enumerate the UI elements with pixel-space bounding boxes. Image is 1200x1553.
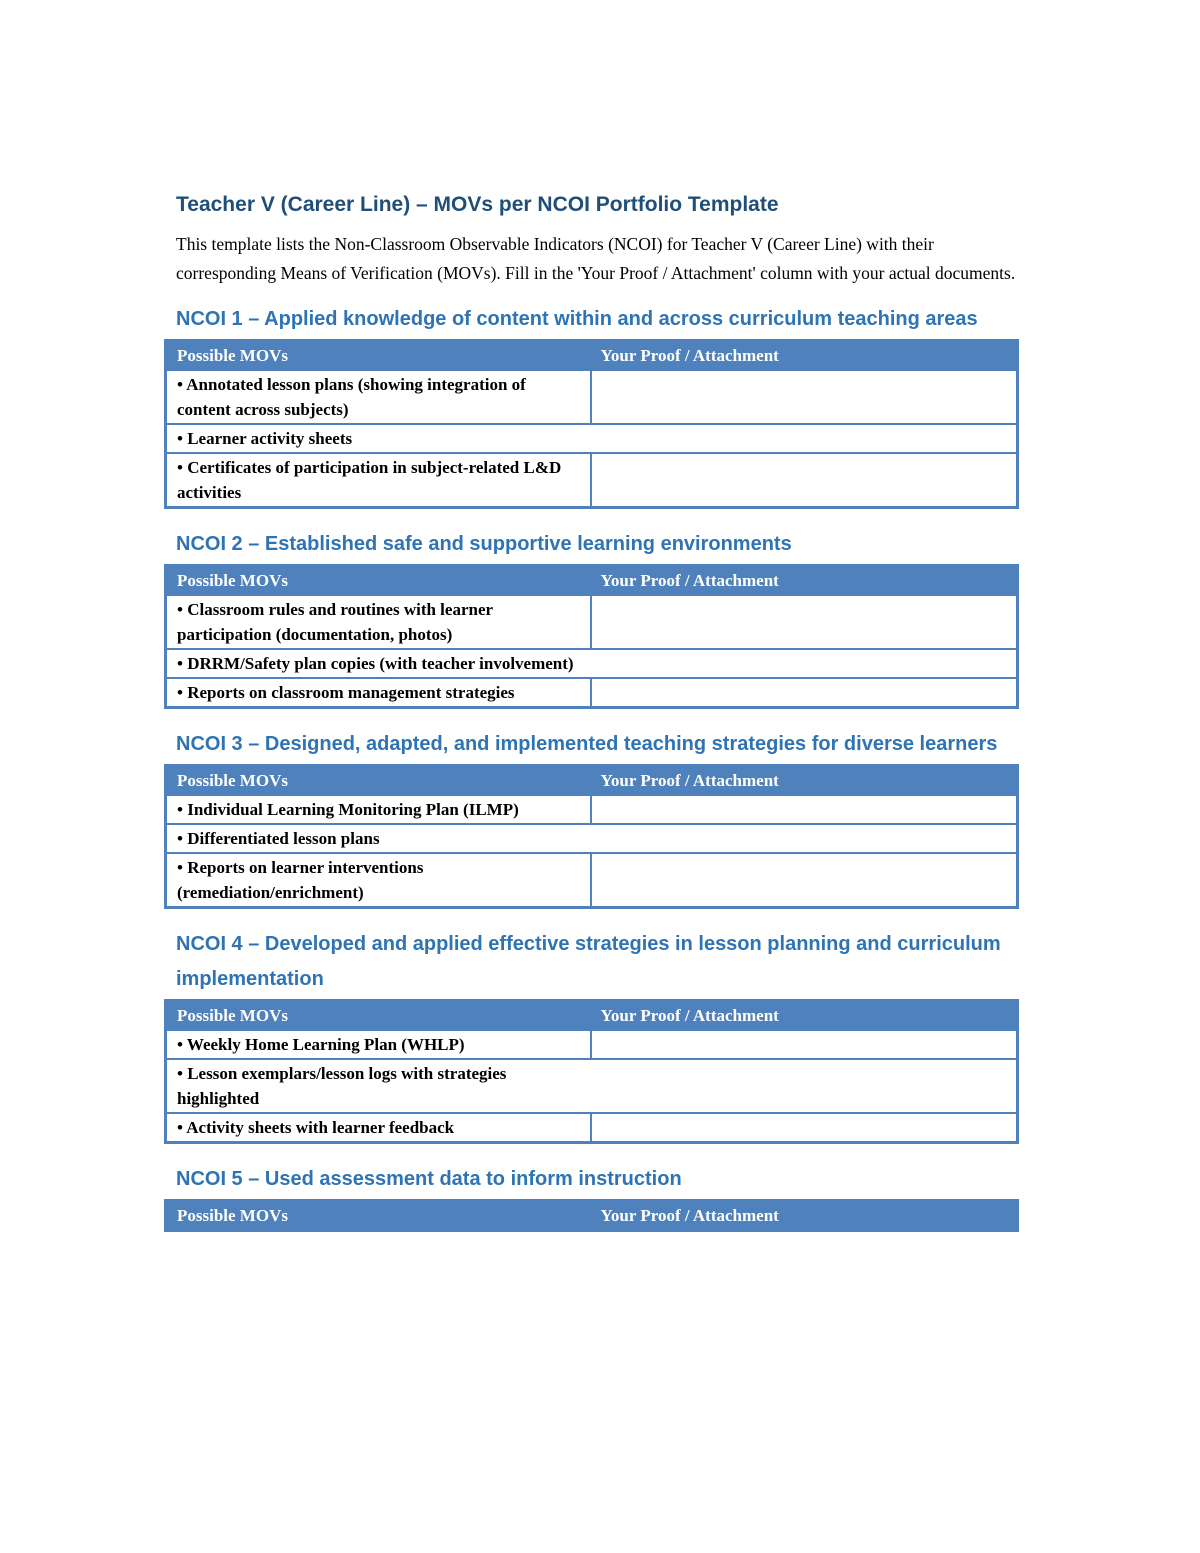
mov-cell: • Reports on classroom management strategies [166,678,591,708]
table-row [166,795,1018,824]
table-header-row [166,1201,1018,1231]
proof-cell[interactable] [591,424,1018,453]
document-page [164,188,1016,1232]
table-row [166,1113,1018,1143]
proof-cell[interactable] [591,853,1018,908]
table-row [166,595,1018,649]
table-header-row [166,1001,1018,1031]
proof-cell[interactable] [591,595,1018,649]
mov-cell: • Certificates of participation in subject-related L&D activities [166,453,591,508]
table-row [166,853,1018,908]
mov-cell: • Learner activity sheets [166,424,591,453]
ncoi-5-heading: NCOI 5 – Used assessment data to inform instruction [176,1168,682,1190]
mov-cell: • Activity sheets with learner feedback [166,1113,591,1143]
movs-column-header: Possible MOVs [166,766,591,796]
intro-paragraph: This template lists the Non-Classroom Observable Indicators (NCOI) for Teacher V (Career Line) with their corresponding Means of Verification (MOVs). Fill in the 'Your Proof / Attachment' column with your actual documents. [176,234,1016,283]
table-header-row [166,766,1018,796]
movs-column-header: Possible MOVs [166,341,591,371]
ncoi-3-heading: NCOI 3 – Designed, adapted, and implemented teaching strategies for diverse learners [176,733,998,755]
proof-cell[interactable] [591,649,1018,678]
proof-cell[interactable] [591,370,1018,424]
proof-column-header: Your Proof / Attachment [591,1201,1018,1231]
proof-cell[interactable] [591,795,1018,824]
ncoi-4-heading: NCOI 4 – Developed and applied effective strategies in lesson planning and curriculum implementation [176,933,1001,990]
mov-cell: • Annotated lesson plans (showing integration of content across subjects) [166,370,591,424]
proof-column-header: Your Proof / Attachment [591,1001,1018,1031]
ncoi-2-heading: NCOI 2 – Established safe and supportive learning environments [176,533,792,555]
ncoi-4-table [164,999,1019,1144]
table-row [166,453,1018,508]
proof-column-header: Your Proof / Attachment [591,341,1018,371]
ncoi-2-table [164,564,1019,709]
ncoi-3-table [164,764,1019,909]
proof-cell[interactable] [591,1059,1018,1113]
mov-cell: • Lesson exemplars/lesson logs with strategies highlighted [166,1059,591,1113]
movs-column-header: Possible MOVs [166,1201,591,1231]
proof-cell[interactable] [591,1030,1018,1059]
table-row [166,649,1018,678]
mov-cell: • Reports on learner interventions (remediation/enrichment) [166,853,591,908]
ncoi-1-heading: NCOI 1 – Applied knowledge of content within and across curriculum teaching areas [176,308,978,330]
table-row [166,678,1018,708]
table-row [166,824,1018,853]
mov-cell: • Classroom rules and routines with learner participation (documentation, photos) [166,595,591,649]
proof-cell[interactable] [591,678,1018,708]
document-title: Teacher V (Career Line) – MOVs per NCOI Portfolio Template [176,193,779,216]
movs-column-header: Possible MOVs [166,566,591,596]
proof-cell[interactable] [591,1113,1018,1143]
table-header-row [166,341,1018,371]
proof-cell[interactable] [591,824,1018,853]
proof-cell[interactable] [591,453,1018,508]
table-header-row [166,566,1018,596]
proof-column-header: Your Proof / Attachment [591,566,1018,596]
table-row [166,1030,1018,1059]
movs-column-header: Possible MOVs [166,1001,591,1031]
table-row [166,1059,1018,1113]
mov-cell: • DRRM/Safety plan copies (with teacher involvement) [166,649,591,678]
mov-cell: • Differentiated lesson plans [166,824,591,853]
ncoi-1-table [164,339,1019,509]
ncoi-5-table [164,1199,1019,1232]
proof-column-header: Your Proof / Attachment [591,766,1018,796]
table-row [166,370,1018,424]
table-row [166,424,1018,453]
mov-cell: • Individual Learning Monitoring Plan (ILMP) [166,795,591,824]
mov-cell: • Weekly Home Learning Plan (WHLP) [166,1030,591,1059]
